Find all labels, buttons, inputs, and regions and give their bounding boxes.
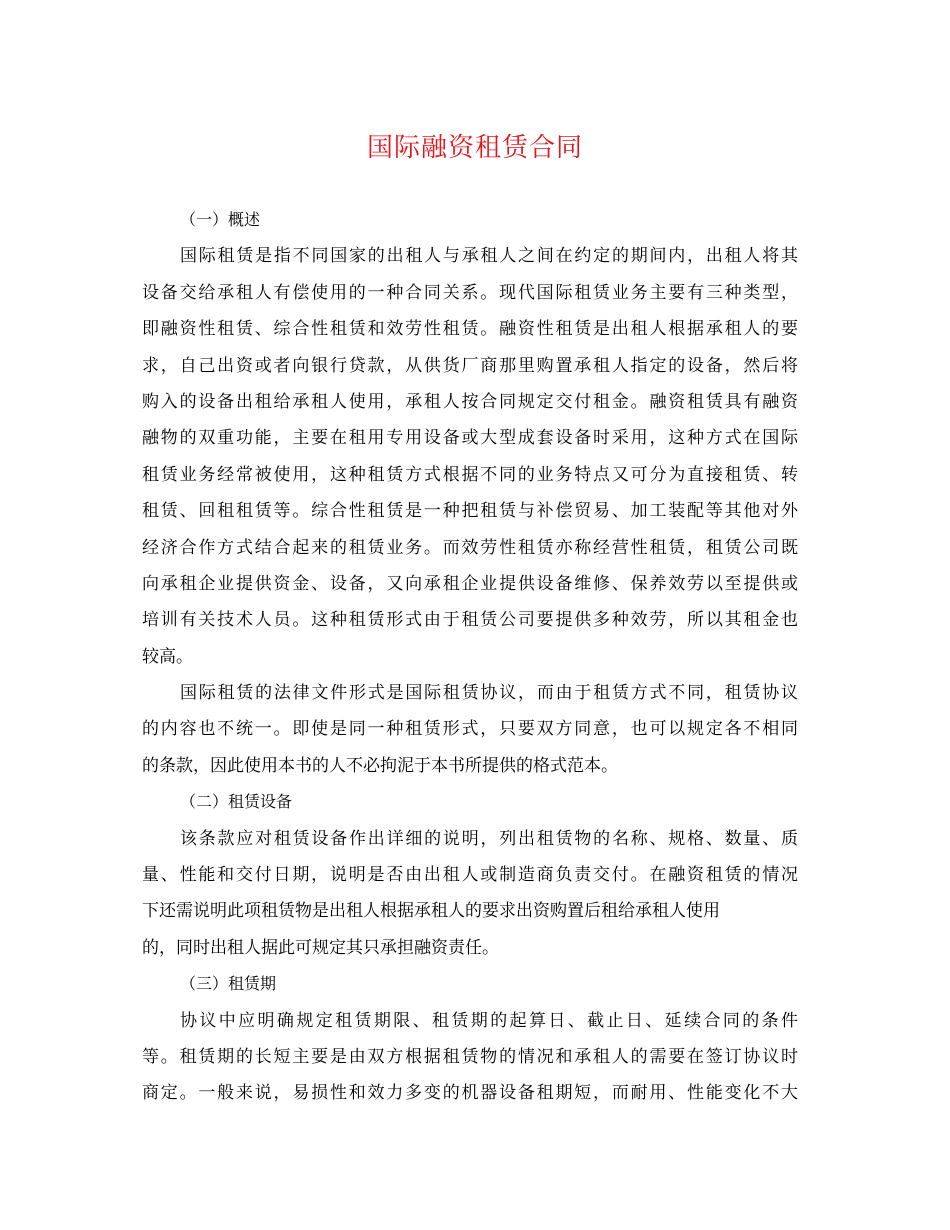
paragraph-line: 国际租赁是指不同国家的出租人与承租人之间在约定的期间内，出租人将其 xyxy=(180,246,798,267)
paragraph-line: 该条款应对租赁设备作出详细的说明，列出租赁物的名称、规格、数量、质 xyxy=(180,828,798,849)
section-heading-leased-equipment: （二）租赁设备 xyxy=(180,792,293,812)
paragraph-line: 经济合作方式结合起来的租赁业务。而效劳性租赁亦称经营性租赁，租赁公司既 xyxy=(142,537,798,558)
paragraph-line: 向承租企业提供资金、设备，又向承租企业提供设备维修、保养效劳以至提供或 xyxy=(142,573,798,594)
paragraph-line: 融物的双重功能，主要在租用专用设备或大型成套设备时采用，这种方式在国际 xyxy=(142,428,798,449)
paragraph-line: 国际租赁的法律文件形式是国际租赁协议，而由于租赁方式不同，租赁协议 xyxy=(180,683,798,704)
paragraph-line: 的内容也不统一。即使是同一种租赁形式，只要双方同意，也可以规定各不相同 xyxy=(142,719,798,740)
paragraph-line: 等。租赁期的长短主要是由双方根据租赁物的情况和承租人的需要在签订协议时 xyxy=(142,1046,798,1067)
document-body xyxy=(142,202,798,1112)
paragraph-line: 协议中应明确规定租赁期限、租赁期的起算日、截止日、延续合同的条件 xyxy=(180,1010,798,1031)
paragraph-line: 下还需说明此项租赁物是出租人根据承租人的要求出资购置后租给承租人使用 xyxy=(142,901,720,922)
paragraph-line: 购入的设备出租给承租人使用，承租人按合同规定交付租金。融资租赁具有融资 xyxy=(142,391,798,412)
paragraph-line: 即融资性租赁、综合性租赁和效劳性租赁。融资性租赁是出租人根据承租人的要 xyxy=(142,319,798,340)
paragraph-line: 商定。一般来说，易损性和效力多变的机器设备租期短，而耐用、性能变化不大 xyxy=(142,1083,798,1104)
paragraph-line: 求，自己出资或者向银行贷款，从供货厂商那里购置承租人指定的设备，然后将 xyxy=(142,355,798,376)
paragraph-line: 的条款，因此使用本书的人不必拘泥于本书所提供的格式范本。 xyxy=(142,755,618,776)
section-heading-overview: （一）概述 xyxy=(180,210,261,229)
paragraph-line: 较高。 xyxy=(142,646,193,667)
paragraph-line: 设备交给承租人有偿使用的一种合同关系。现代国际租赁业务主要有三种类型， xyxy=(142,282,798,303)
paragraph-line: 量、性能和交付日期，说明是否由出租人或制造商负责交付。在融资租赁的情况 xyxy=(142,865,798,886)
document-title: 国际融资租赁合同 xyxy=(366,133,583,163)
section-heading-lease-term: （三）租赁期 xyxy=(180,974,277,994)
paragraph-line: 的，同时出租人据此可规定其只承担融资责任。 xyxy=(142,937,499,958)
paragraph-line: 培训有关技术人员。这种租赁形式由于租赁公司要提供多种效劳，所以其租金也 xyxy=(142,610,798,631)
paragraph-line: 租赁业务经常被使用，这种租赁方式根据不同的业务特点又可分为直接租赁、转 xyxy=(142,464,798,485)
paragraph-line: 租赁、回租租赁等。综合性租赁是一种把租赁与补偿贸易、加工装配等其他对外 xyxy=(142,501,798,522)
